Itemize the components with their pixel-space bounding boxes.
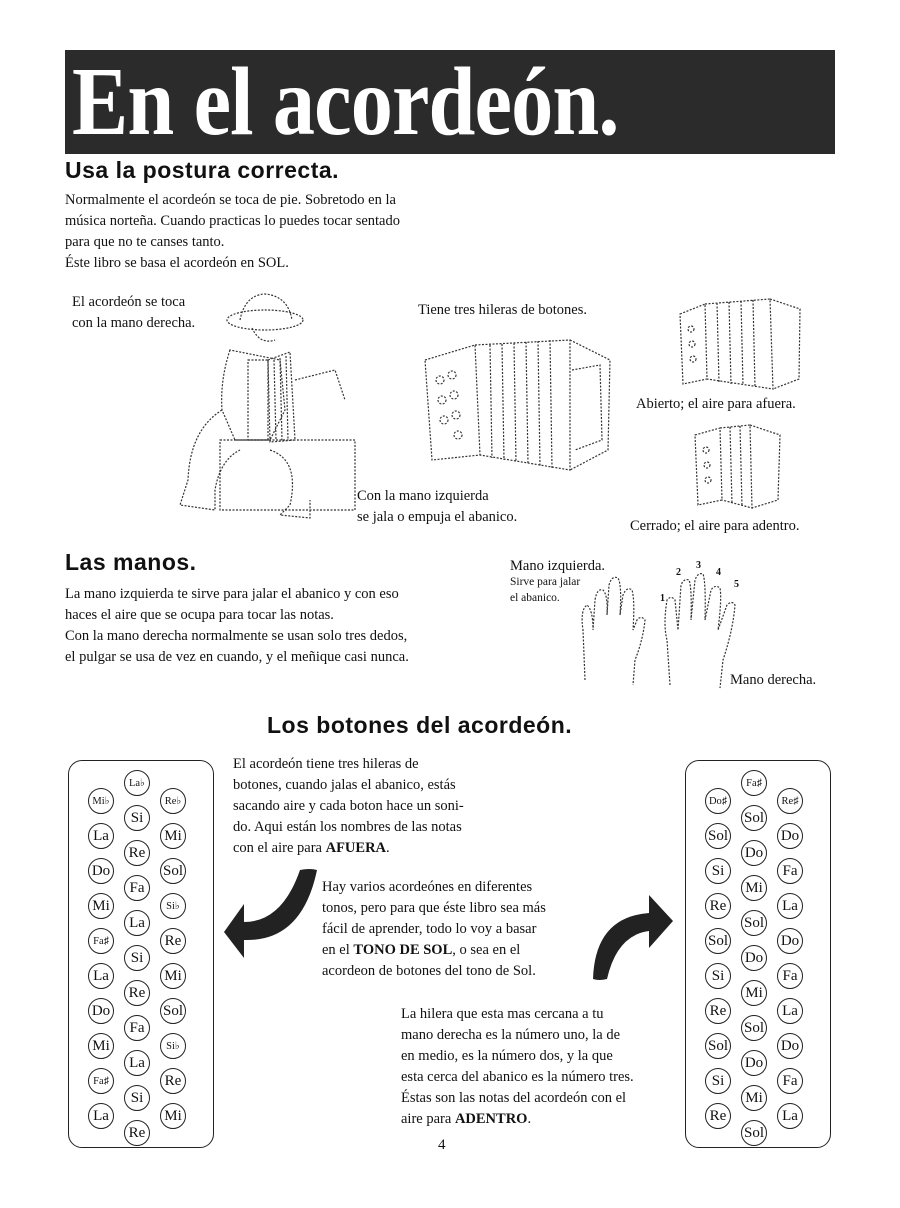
finger-number: 5 [734,579,739,590]
accordion-closed-illustration [690,420,790,515]
accordion-button: Fa♯ [88,1068,114,1094]
accordion-button: Re [124,1120,150,1146]
accordion-button: Si [124,945,150,971]
accordion-button: Mi [741,980,767,1006]
text-line: La mano izquierda te sirve para jalar el abanico y con eso [65,586,399,602]
finger-number: 1 [660,593,665,604]
text-span: en el [322,942,350,958]
accordion-button: Re [705,893,731,919]
accordion-button: Si [705,858,731,884]
text-line: La hilera que esta mas cercana a tu [401,1006,604,1022]
accordion-button: Sol [741,805,767,831]
text-span: aire para [401,1111,452,1127]
accordion-three-rows-illustration [420,330,620,480]
curved-arrow-left-icon [222,862,322,957]
accordion-button: Mi♭ [88,788,114,814]
posture-paragraph [65,190,475,274]
accordion-button: Mi [160,823,186,849]
accordion-button: Mi [160,1103,186,1129]
bold-term: TONO DE SOL [353,942,453,958]
text-line: mano derecha es la número uno, la de [401,1027,621,1043]
accordion-button: Si♭ [160,1033,186,1059]
accordion-button: Si [124,1085,150,1111]
accordion-button: Do [777,823,803,849]
accordion-button: Sol [741,910,767,936]
accordion-button: La♭ [124,770,150,796]
accordion-button: Re♭ [160,788,186,814]
accordion-button: La [777,893,803,919]
accordion-button: La [124,910,150,936]
finger-number: 4 [716,567,721,578]
accordion-player-illustration [160,290,370,525]
accordion-button: Sol [160,858,186,884]
accordion-button: Do [88,998,114,1024]
accordion-button: Re [160,1068,186,1094]
caption-open: Abierto; el aire para afuera. [636,396,796,412]
text-line: el pulgar se usa de vez en cuando, y el meñique casi nunca. [65,649,409,665]
accordion-button: Sol [160,998,186,1024]
accordion-button: Re [124,980,150,1006]
caption-right-hand: El acordeón se toca con la mano derecha. [72,294,196,331]
text-line: tonos, pero para que éste libro sea más [322,900,546,916]
accordion-button: Re [124,840,150,866]
text-line: acordeon de botones del tono de Sol. [322,963,536,979]
accordion-button: Sol [705,928,731,954]
accordion-button: Do [777,928,803,954]
accordion-button: Mi [741,875,767,901]
text-line: haces el aire que se ocupa para tocar las notas. [65,607,334,623]
accordion-button: Si [124,805,150,831]
text-line: botones, cuando jalas el abanico, estás [233,777,456,793]
posture-heading: Usa la postura correcta. [65,157,340,183]
accordion-button: Si [705,963,731,989]
accordion-button: Sol [705,1033,731,1059]
buttons-heading: Los botones del acordeón. [267,712,573,738]
left-hand-title: Mano izquierda. [510,558,606,574]
left-hand-subtitle: Sirve para jalar el abanico. [510,576,581,604]
accordion-button: La [777,998,803,1024]
accordion-button: Do [88,858,114,884]
text-line [322,940,583,961]
bold-term: ADENTRO [454,1111,528,1127]
accordion-button: Fa [777,1068,803,1094]
bold-term: AFUERA [325,840,387,856]
finger-number: 2 [676,567,681,578]
accordion-button: La [88,823,114,849]
text-line: sacando aire y cada boton hace un soni- [233,798,464,814]
buttons-paragraph-2 [322,877,583,982]
text-line: aire para ADENTRO. [401,1111,532,1127]
accordion-button: Do [777,1033,803,1059]
accordion-button: La [88,1103,114,1129]
text-line: fácil de aprender, todo lo voy a basar [322,921,537,937]
accordion-open-illustration [675,294,805,394]
accordion-button: Re♯ [777,788,803,814]
caption-closed: Cerrado; el aire para adentro. [630,518,800,534]
accordion-button: Mi [741,1085,767,1111]
text-line: El acordeón tiene tres hileras de [233,756,419,772]
hands-paragraph [65,584,477,668]
accordion-button: Do [741,1050,767,1076]
text-line: Normalmente el acordeón se toca de pie. Sobretodo en la [65,192,396,208]
caption-three-rows: Tiene tres hileras de botones. [418,302,588,318]
finger-number: 3 [696,560,701,571]
text-line: Éstas son las notas del acordeón con el [401,1090,627,1106]
text-line: Éste libro se basa el acordeón en SOL. [65,255,289,271]
curved-arrow-right-icon [587,893,677,983]
accordion-button: Fa [777,858,803,884]
accordion-button: Do [741,945,767,971]
accordion-button: Si♭ [160,893,186,919]
accordion-button: La [124,1050,150,1076]
text-span: , o sea en el [452,942,521,958]
buttons-paragraph-3 [401,1004,674,1130]
accordion-button: Re [160,928,186,954]
accordion-button: Do [741,840,767,866]
accordion-button: Sol [705,823,731,849]
accordion-button: Fa [124,875,150,901]
text-line: Hay varios acordeónes en diferentes [322,879,533,895]
buttons-paragraph-1 [233,754,507,859]
accordion-button: Sol [741,1120,767,1146]
accordion-button: Fa [124,1015,150,1041]
accordion-button: Do♯ [705,788,731,814]
text-line: para que no te canses tanto. [65,234,225,250]
accordion-button: Mi [160,963,186,989]
accordion-button: Mi [88,893,114,919]
page-title: En el acordeón. [72,48,619,156]
caption-left-hand: Con la mano izquierda se jala o empuja el abanico. [357,488,518,525]
accordion-button: Re [705,998,731,1024]
hands-heading: Las manos. [65,549,197,575]
text-line: esta cerca del abanico es la número tres. [401,1069,634,1085]
right-hand-label: Mano derecha. [730,672,817,688]
text-line: Con la mano derecha normalmente se usan solo tres dedos, [65,628,408,644]
text-line: en medio, es la número dos, y la que [401,1048,613,1064]
hands-illustration [575,560,750,690]
accordion-button: Fa [777,963,803,989]
accordion-button: Si [705,1068,731,1094]
accordion-button: La [777,1103,803,1129]
page-number: 4 [438,1137,446,1153]
accordion-button: Fa♯ [88,928,114,954]
accordion-button: Mi [88,1033,114,1059]
accordion-button: La [88,963,114,989]
text-span: con el aire para [233,840,322,856]
text-line: música norteña. Cuando practicas lo puedes tocar sentado [65,213,400,229]
text-line: do. Aqui están los nombres de las notas [233,819,462,835]
text-line: con el aire para AFUERA. [233,840,390,856]
accordion-button: Fa♯ [741,770,767,796]
accordion-button: Sol [741,1015,767,1041]
accordion-button: Re [705,1103,731,1129]
